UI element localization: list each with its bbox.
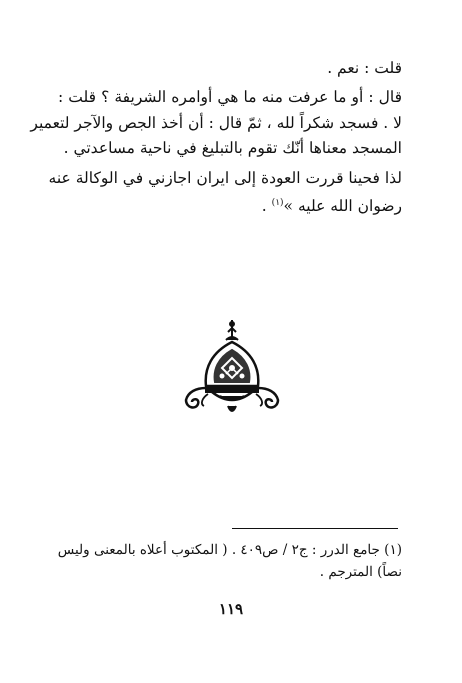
footnote-separator — [232, 528, 398, 529]
body-line-1: قلت : نعم . — [327, 59, 402, 77]
footnote-marker: (١) — [271, 198, 284, 208]
footnote-line-2: نصاً) المترجم . — [319, 564, 402, 580]
body-line-6-text: رضوان الله عليه » — [283, 197, 402, 216]
body-line-3: لا . فسجد شكراً لله ، ثمّ قال : أن أخذ الجص والآجر لتعمير — [30, 114, 402, 132]
footnote-line-1: (١) جامع الدرر : ج٢ / ص٤٠٩ . ( المكتوب أعلاه بالمعنى وليس — [57, 542, 402, 558]
page-number: ١١٩ — [218, 600, 244, 618]
body-line-5: لذا فحينا قررت العودة إلى ايران اجازني في الوكالة عنه — [48, 169, 402, 187]
body-line-6-period: . — [261, 197, 267, 216]
body-line-4: المسجد معناها أنّك تقوم بالتبليغ في ناحية مساعدتي . — [63, 139, 402, 157]
body-line-2: قال : أو ما عرفت منه ما هي أوامره الشريفة ؟ قلت : — [58, 88, 402, 106]
body-line-6 — [262, 193, 402, 216]
arabesque-ornament-icon — [182, 318, 282, 418]
